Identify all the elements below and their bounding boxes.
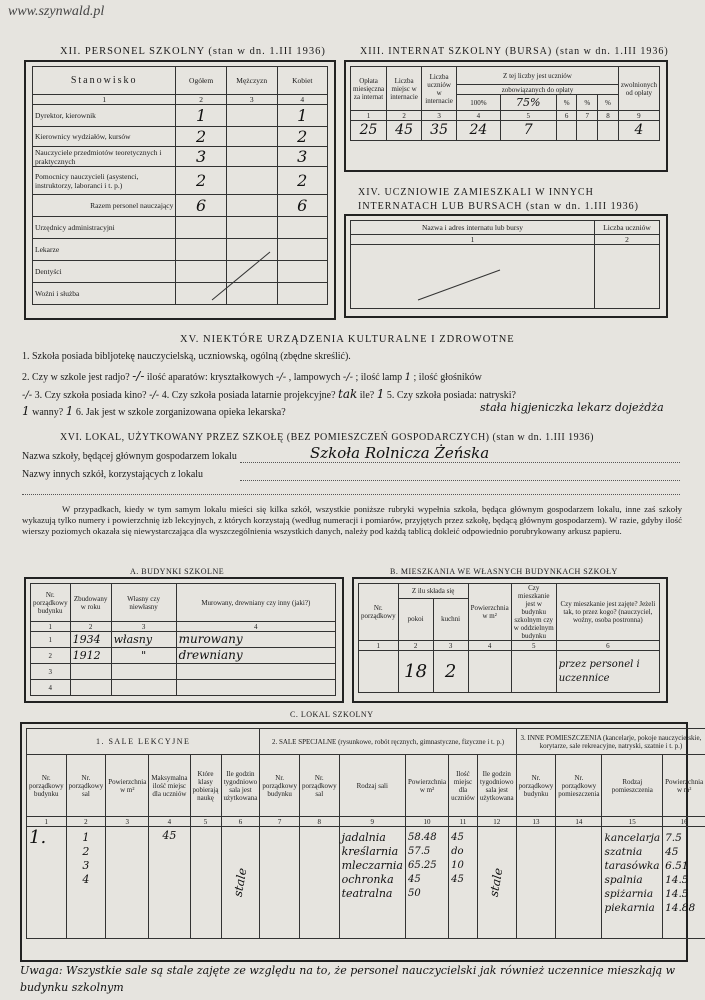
row-total: 2	[176, 167, 227, 195]
row-label: Urzędnicy administracyjni	[33, 217, 176, 239]
num-4: 4	[277, 95, 327, 105]
num: 15	[602, 817, 663, 827]
row-total: 1	[176, 105, 227, 127]
pct: %	[577, 95, 598, 111]
num: 2	[398, 641, 433, 651]
xv-glos-label: ; ilość głośników	[413, 372, 482, 383]
inne-pow: 45	[665, 846, 679, 858]
section-xiv-title: XIV. UCZNIOWIE ZAMIESZKALI W INNYCH INTERNATACH LUB BURSACH (stan w dn. 1.III 1936)	[358, 187, 639, 212]
inne-pow: 7.5	[665, 832, 682, 844]
h: Nr. porządkowy budynku	[27, 755, 67, 817]
hdr: kuchni	[433, 598, 468, 640]
val: 7	[500, 121, 556, 141]
row-women: 2	[277, 127, 327, 147]
xv-ile-label: ile?	[359, 390, 375, 401]
hdr: Powierzchnia w m²	[468, 584, 511, 641]
inne-rodzaj: piekarnia	[604, 902, 655, 914]
val: 24	[457, 121, 501, 141]
num: 6	[556, 641, 659, 651]
num: 3	[111, 622, 176, 632]
spec-miejsc: 45	[451, 832, 464, 843]
num: 7	[577, 111, 598, 121]
val: 45	[387, 121, 422, 141]
g3: 3. INNE POMIESZCZENIA (kancelarje, pokoje nauczycielskie, korytarze, sale rekreacyjne, natryski, szatnie i t. p.)	[516, 729, 705, 755]
num: 1	[351, 111, 387, 121]
spec-pow: 45	[408, 874, 421, 885]
hdr-nazwa: Nazwa i adres internatu lub bursy	[351, 221, 595, 235]
row-women: 6	[277, 195, 327, 217]
nr: 4	[31, 680, 71, 696]
num: 12	[477, 817, 516, 827]
spec-rodzaj: teatralna	[341, 887, 393, 900]
inne-pow: 14.5	[665, 874, 689, 886]
xv-glos-value: -/-	[22, 390, 33, 401]
row-total: 2	[176, 127, 227, 147]
xv-kino-label: 3. Czy szkoła posiada kino?	[34, 390, 147, 401]
m-kto: przez personel i uczennice	[556, 651, 659, 693]
xv-kr-value: -/-	[276, 372, 287, 383]
h: Powierzchnia w m²	[663, 755, 705, 817]
inne-pow: 14.5	[665, 888, 689, 900]
row-label: Dyrektor, kierownik	[33, 105, 176, 127]
xv-kino-value: -/-	[149, 390, 160, 401]
inne-rodzaj: spiżarnia	[604, 888, 654, 900]
xv-ile-value: 1	[376, 387, 385, 401]
dash-stroke	[212, 252, 270, 300]
h: Które klasy pobierają naukę	[190, 755, 221, 817]
num: 5	[511, 641, 556, 651]
num: 8	[299, 817, 339, 827]
m-kuchni: 2	[433, 651, 468, 693]
xv-lampy-label: ; ilość lamp	[355, 372, 403, 383]
inne-rodzaj: kancelarja	[604, 832, 661, 844]
g2: 2. SALE SPECJALNE (rysunkowe, robót ręcznych, gimnastyczne, fizyczne i t. p.)	[260, 729, 516, 755]
h: Nr. porządkowy sal	[66, 755, 106, 817]
row-women: 1	[277, 105, 327, 127]
pct: 100%	[457, 95, 501, 111]
h: Ile godzin tygodniowo sala jest użytkowana	[477, 755, 516, 817]
row-label: Woźni i służba	[33, 283, 176, 305]
handwritten-note: Uwaga: Wszystkie sale są stale zajęte ze względu na to, że personel nauczycielski jak również uczennice mieszkają w budynku szkolnym	[20, 964, 676, 994]
row-total: 3	[176, 147, 227, 167]
pct: %	[598, 95, 619, 111]
hdr: Czy mieszkanie jest w budynku szkolnym czy w oddzielnym budynku	[511, 584, 556, 641]
hdr-ogolem: Ogółem	[176, 67, 227, 95]
num: 4	[149, 817, 190, 827]
section-xiii-title: XIII. INTERNAT SZKOLNY (BURSA) (stan w dn. 1.III 1936)	[360, 46, 669, 57]
num: 9	[339, 817, 405, 827]
xv-line1: 1. Szkoła posiada bibljotekę nauczycielską, uczniowską, ogólną (zbędne skreślić).	[22, 351, 351, 362]
xv-apparatus-label: ilość aparatów: kryształkowych	[146, 372, 274, 383]
xv-lat-label: 4. Czy szkoła posiada latarnie projekcyjne?	[161, 390, 336, 401]
hdr-liczba: Liczba uczniów	[595, 221, 660, 235]
xv-lat-value: tak	[338, 387, 358, 401]
sala: 2	[82, 845, 90, 858]
val: 25	[351, 121, 387, 141]
num: 2	[70, 622, 111, 632]
inne-rodzaj: tarasówka	[604, 860, 660, 872]
hdr-kobiet: Kobiet	[277, 67, 327, 95]
nr: 3	[31, 664, 71, 680]
num-2: 2	[176, 95, 227, 105]
pct: 75%	[500, 95, 556, 111]
xvi-line2: Nazwy innych szkół, korzystających z lokalu	[22, 469, 204, 480]
hdr-uczniow: Liczba uczniów w internacie	[422, 67, 457, 111]
spec-rodzaj: ochronka	[341, 873, 394, 886]
hdr: Własny czy niewłasny	[111, 584, 176, 622]
wlasny: "	[111, 648, 176, 664]
num: 1	[27, 817, 67, 827]
num: 16	[663, 817, 705, 827]
hdr: pokoi	[398, 598, 433, 640]
num-1: 1	[33, 95, 176, 105]
h: Nr. porządkowy pomieszczenia	[556, 755, 602, 817]
l-miejsca: 45	[149, 827, 190, 939]
xv-lampy-value: 1	[404, 372, 412, 383]
num: 8	[598, 111, 619, 121]
h: Ile godzin tygodniowo sala jest użytkowana	[221, 755, 260, 817]
spec-pow: 65.25	[408, 860, 437, 871]
sala: 4	[82, 873, 90, 886]
row-label: Lekarze	[33, 239, 176, 261]
num: 2	[595, 235, 660, 245]
hdr-z-tej: Z tej liczby jest uczniów	[457, 67, 619, 85]
wlasny: własny	[111, 632, 176, 648]
num-3: 3	[226, 95, 277, 105]
num: 13	[516, 817, 556, 827]
section-xv-title: XV. NIEKTÓRE URZĄDZENIA KULTURALNE I ZDROWOTNE	[180, 334, 515, 345]
section-xvi-title: XVI. LOKAL, UŻYTKOWANY PRZEZ SZKOŁĘ (BEZ POMIESZCZEŃ GOSPODARCZYCH) (stan w dn. 1.III 1936)	[60, 432, 594, 443]
xv-opieka-value: stała higjeniczka lekarz dojeżdża	[480, 401, 664, 414]
hdr-miejsc: Liczba miejsc w internacie	[387, 67, 422, 111]
mieszkania-title: B. MIESZKANIA WE WŁASNYCH BUDYNKACH SZKOŁY	[390, 567, 618, 576]
l-budynek: 1.	[27, 827, 67, 939]
spec-rodzaj: jadalnia	[341, 831, 386, 844]
xv-lamp-value: -/-	[342, 372, 353, 383]
m-pokoi: 18	[398, 651, 433, 693]
spec-pow: 58.48	[408, 832, 437, 843]
g1: 1. SALE LEKCYJNE	[27, 729, 260, 755]
h: Maksymalna ilość miejsc dla uczniów	[149, 755, 190, 817]
num: 5	[500, 111, 556, 121]
h: Rodzaj pomieszczenia	[602, 755, 663, 817]
spec-pow: 50	[408, 888, 421, 899]
typ: drewniany	[176, 648, 335, 664]
h: Rodzaj sali	[339, 755, 405, 817]
xv-wanny-value: 1	[65, 404, 74, 418]
num: 2	[66, 817, 106, 827]
nr: 2	[31, 648, 71, 664]
budynki-title: A. BUDYNKI SZKOLNE	[130, 567, 225, 576]
nr: 1	[31, 632, 71, 648]
pct: %	[556, 95, 577, 111]
typ: murowany	[176, 632, 335, 648]
xv-natr-value: 1	[22, 404, 30, 418]
row-women: 3	[277, 147, 327, 167]
num: 6	[556, 111, 577, 121]
section-xii-title: XII. PERSONEL SZKOLNY (stan w dn. 1.III 1936)	[60, 46, 326, 57]
xvi-line1: Nazwa szkoły, będącej głównym gospodarzem lokalu	[22, 451, 237, 462]
spec-miejsc: 45	[451, 874, 464, 885]
num: 4	[176, 622, 335, 632]
hdr-oplata: Opłata miesięczna za internat	[351, 67, 387, 111]
xv-wanny-label: wanny?	[32, 407, 64, 418]
hdr: Z ilu składa się	[398, 584, 468, 599]
num: 1	[359, 641, 399, 651]
num: 9	[618, 111, 659, 121]
h: Nr. porządkowy sal	[299, 755, 339, 817]
hdr-mezczyzn: Mężczyzn	[226, 67, 277, 95]
sala: 1	[82, 831, 90, 844]
hdr-zobow: zobowiązanych do opłaty	[457, 85, 619, 95]
row-label: Nauczyciele przedmiotów teoretycznych i praktycznych	[33, 147, 176, 167]
hdr: Nr. porządkowy budynku	[31, 584, 71, 622]
spec-rodzaj: mleczarnia	[341, 859, 403, 872]
h: Powierzchnia w m²	[106, 755, 149, 817]
sala: 3	[82, 859, 90, 872]
xv-radio-label: 2. Czy w szkole jest radjo?	[22, 372, 130, 383]
row-women: 2	[277, 167, 327, 195]
row-label: Pomocnicy nauczycieli (asystenci, instruktorzy, laboranci i t. p.)	[33, 167, 176, 195]
num: 10	[406, 817, 449, 827]
num: 11	[449, 817, 478, 827]
num: 3	[106, 817, 149, 827]
spec-rodzaj: kreślarnia	[341, 845, 399, 858]
row-label: Dentyści	[33, 261, 176, 283]
inne-pow: 14.88	[665, 902, 696, 914]
hdr: Czy mieszkanie jest zajęte? Jeżeli tak, to przez kogo? (nauczyciel, woźny, osoba postronna)	[556, 584, 659, 641]
xv-lamp-label: , lampowych	[288, 372, 341, 383]
s-stale-text: stale	[486, 866, 506, 898]
row-label: Kierownicy wydziałów, kursów	[33, 127, 176, 147]
h: Powierzchnia w m²	[406, 755, 449, 817]
xvi-instructions: W przypadkach, kiedy w tym samym lokalu mieści się kilka szkół, wszystkie poniższe rubryki wypełnia szkoła, będąca głównym gospodarzem lokalu, inne zaś szkoły wykazują tylko numery i powierzchnię izb lekcyjnych, z których korzystają (według numeracji i pomiarów, przyjętych przez szkołę, będącą głównym gospodarzem). W razie, gdyby ilość wierszy poziomych okazała się niewystarczająca dla wyszczególnienia wszystkich danych, należy pod każdą tablicą dokleić odpowiednio porubrykowany arkusz papieru.	[22, 504, 682, 536]
num: 6	[221, 817, 260, 827]
num: 4	[468, 641, 511, 651]
num: 7	[260, 817, 300, 827]
spec-miejsc: do 10	[451, 846, 464, 871]
lokal-title: C. LOKAL SZKOLNY	[290, 710, 374, 719]
h: Ilość miejsc dla uczniów	[449, 755, 478, 817]
h: Nr. porządkowy budynku	[516, 755, 556, 817]
num: 4	[457, 111, 501, 121]
val: 4	[618, 121, 659, 141]
inne-rodzaj: spalnia	[604, 874, 643, 886]
inne-rodzaj: szatnia	[604, 846, 643, 858]
dash-stroke	[418, 270, 500, 300]
xv-natr-label: 5. Czy szkoła posiada: natryski?	[386, 390, 516, 401]
h: Nr. porządkowy budynku	[260, 755, 300, 817]
watermark: www.szynwald.pl	[8, 4, 105, 19]
val: 35	[422, 121, 457, 141]
hdr-stanowisko: Stanowisko	[33, 67, 176, 95]
num: 5	[190, 817, 221, 827]
xv-radio-value: -/-	[132, 369, 145, 383]
row-total: 6	[176, 195, 227, 217]
l-stale-text: stale	[230, 866, 250, 898]
hdr: Zbudowany w roku	[70, 584, 111, 622]
xv-opieka-label: 6. Jak jest w szkole zorganizowana opieka lekarska?	[75, 407, 286, 418]
xvi-school-name: Szkoła Rolnicza Żeńska	[310, 444, 490, 462]
num: 1	[31, 622, 71, 632]
num: 3	[422, 111, 457, 121]
rok: 1934	[70, 632, 111, 648]
hdr: Nr. porządkowy	[359, 584, 399, 641]
spec-pow: 57.5	[408, 846, 431, 857]
num: 1	[351, 235, 595, 245]
inne-pow: 6.51	[665, 860, 689, 872]
hdr-zwolnionych: zwolnionych od opłaty	[618, 67, 659, 111]
num: 14	[556, 817, 602, 827]
num: 2	[387, 111, 422, 121]
num: 3	[433, 641, 468, 651]
hdr: Murowany, drewniany czy inny (jaki?)	[176, 584, 335, 622]
row-label: Razem personel nauczający	[33, 195, 176, 217]
rok: 1912	[70, 648, 111, 664]
